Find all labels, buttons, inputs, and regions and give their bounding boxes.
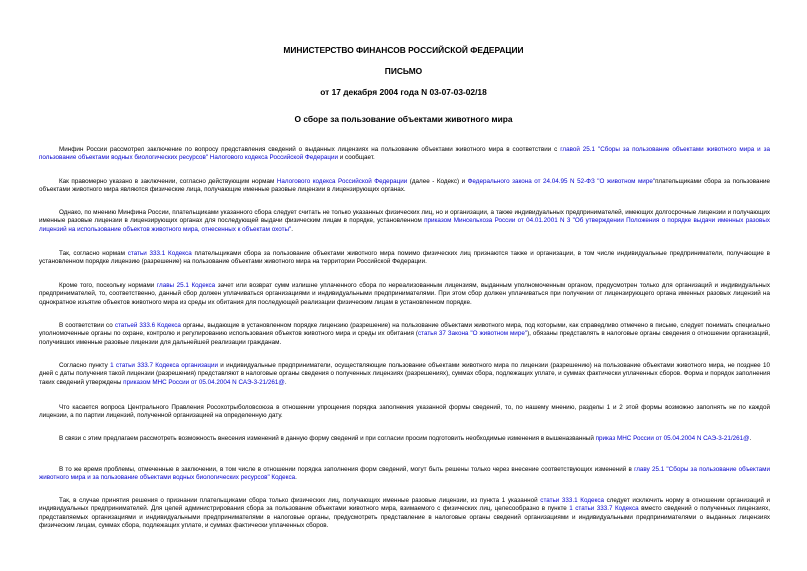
document-type: ПИСЬМО	[384, 66, 423, 76]
paragraph	[39, 322, 770, 347]
law-link[interactable]: приказом Минсельхоза России от 04.01.2001 N 3 "Об утверждении Положения о порядке выдачи именных разовых лицензий на использование объектов животного мира, отнесенных к объектам охоты"	[39, 217, 770, 233]
law-link[interactable]: статьи 333.1 Кодекса	[127, 250, 192, 257]
paragraph-text: Однако, по мнению Минфина России, плательщиками указанного сбора следует считать не только указанных физических лиц, но и организации, а также индивидуальных предпринимателей, имеющих долгосрочные лицензии и получающих именные разовые лицензии в лицензирующих органах для последующей выдачи физическим лицам в порядке, установленном	[39, 209, 770, 225]
paragraph-text: Кроме того, поскольку нормами	[59, 282, 157, 289]
paragraph-text: Что касается вопроса Центрального Правления Росохотрыболовсоюза в отношении упрощения порядка заполнения указанной формы сведений, то, по нашему мнению, разделы 1 и 2 этой формы возможно заполнять не по каждой лицензии, а по партии лицензий, полученной организацией на определенную дату.	[39, 404, 770, 420]
paragraph-text: Так, в случае принятия решения о признании плательщиками сбора только физических лиц, получающих именные разовые лицензии, из пункта 1 указанной	[59, 497, 541, 504]
document-subject: О сборе за пользование объектами животного мира	[294, 114, 513, 124]
law-link[interactable]: статьей 333.6 Кодекса	[114, 322, 181, 329]
paragraph-text: Как правомерно указано в заключении, согласно действующим нормам	[59, 178, 277, 185]
paragraph-text: и сообщает.	[338, 154, 375, 162]
paragraph-text: вместо сведений о полученных лицензиях, представляемых организациями и индивидуальными предпринимателями в налоговые органы, предусмотреть представление в налоговые органы сведений организациями и индивидуальными предпринимателями о выданных лицензиях физическим лицам, суммах сбора, подлежащих уплате, и суммах фактически уплаченных сборов.	[39, 505, 770, 530]
paragraph-text: плательщиками сбора за пользование объектами животного мира помимо физических лиц признаются также и организации, в том числе индивидуальные предприниматели, получающие в установленном порядке лицензию (разрешение) на пользование объектами животного мира на территории Российской Федерации.	[39, 250, 771, 266]
law-link[interactable]: приказ МНС России от 05.04.2004 N САЭ-3-21/261@	[595, 435, 750, 442]
paragraph-text: В соответствии со	[59, 322, 115, 329]
paragraph-text: Согласно пункту	[59, 362, 111, 369]
paragraph-text: .	[295, 474, 297, 482]
document-date-number: от 17 декабря 2004 года N 03-07-03-02/18	[320, 87, 487, 97]
paragraph-text: В то же время проблемы, отмеченные в заключении, в том числе в отношении порядка заполнения форм сведений, могут быть решены только через внесение соответствующих изменений в	[59, 466, 635, 473]
paragraph-text: Так, согласно нормам	[59, 250, 128, 257]
paragraph-text: органы, выдающие в установленном порядке лицензию (разрешение) на пользование объектами животного мира, под которыми, как справедливо отмечено в письме, следует понимать специально уполномоченные органы по охране, контролю и регулированию использования объектов животного мира и среды их обитания (	[39, 322, 771, 338]
paragraph-text: следует исключить норму в отношении организаций и индивидуальных предпринимателей. Для целей администрирования сбора за пользование объектами животного мира, взимаемого с физических лиц, целесообразно в пункте	[39, 497, 771, 513]
law-link[interactable]: приказом МНС России от 05.04.2004 N САЭ-3-21/261@	[123, 378, 285, 386]
law-link[interactable]: статья 37 Закона "О животном мире"	[418, 330, 528, 338]
ministry-heading: МИНИСТЕРСТВО ФИНАНСОВ РОССИЙСКОЙ ФЕДЕРАЦИИ	[283, 45, 524, 55]
paragraph-text: зачет или возврат сумм излишне уплаченного сбора по нереализованным лицензиям, выданным уполномоченным органом, предусмотрен только для организаций и индивидуальных предпринимателей, то, соответственно, данный сбор должен уплачиваться организациями и индивидуальными предпринимателями. При этом сбор должен уплачиваться при получении от лицензирующего органа именных разовых лицензий на однократное изъятие объектов животного мира из среды их обитания для последующей реализации физическим лицам в установленном порядке.	[39, 282, 770, 306]
paragraph-text: .	[291, 225, 293, 233]
paragraph	[39, 282, 770, 307]
law-link[interactable]: 1 статьи 333.7 Кодекса	[569, 505, 639, 513]
law-link[interactable]: Федерального закона от 24.04.95 N 52-ФЗ "О животном мире"	[467, 178, 656, 185]
law-link[interactable]: главу 25.1 "Сборы за пользование объектами животного мира и за пользование объектами водных биологических ресурсов" Кодекса	[39, 466, 771, 482]
law-link[interactable]: статьи 333.1 Кодекса	[540, 497, 604, 504]
paragraph	[39, 497, 770, 531]
paragraph-text: .	[749, 435, 752, 442]
law-link[interactable]: Налогового кодекса Российской Федерации	[276, 178, 408, 185]
paragraph-text: В связи с этим предлагаем рассмотреть возможность внесения изменений в данную форму сведений и при согласии просим подготовить необходимые изменения в вышеназванный	[59, 435, 596, 442]
paragraph-text: Минфин России рассмотрел заключение по вопросу представления сведений о выданных лицензиях на пользование объектами животного мира в соответствии с	[59, 146, 561, 153]
paragraph-text: и индивидуальные предприниматели, осуществляющие пользование объектами животного мира по лицензии (разрешению) на пользование объектами животного мира, не позднее 10 дней с даты получения такой лицензии (разрешения) представляют в налоговые органы сведения о полученных лицензиях (разрешениях), суммах сбора, подлежащих уплате, и суммах фактически уплаченных сборов. Форма и порядок заполнения таких сведений утверждены	[39, 362, 770, 386]
law-link[interactable]: главы 25.1 Кодекса	[156, 282, 216, 289]
paragraph-text: .	[284, 378, 287, 386]
paragraph	[39, 435, 770, 443]
law-link[interactable]: главой 25.1 "Сборы за пользование объектами животного мира и за пользование объектами водных биологических ресурсов" Налогового кодекса Российской Федерации	[39, 146, 770, 162]
paragraph	[39, 466, 770, 483]
paragraph-text: ), обязаны представлять в налоговые органы сведения о отношении организаций, получивших именные разовые лицензии для дальнейшей реализации гражданам.	[39, 330, 770, 346]
paragraph-text: (далее - Кодекс) и	[407, 178, 468, 185]
paragraph	[39, 209, 770, 234]
paragraph	[39, 146, 770, 163]
law-link[interactable]: 1 статьи 333.7 Кодекса организации	[110, 362, 218, 369]
paragraph	[39, 404, 770, 421]
paragraph	[39, 250, 770, 267]
paragraph	[39, 178, 770, 195]
paragraph-text: плательщиками сбора за пользование объектами животного мира являются физические лица, получающие именные разовые лицензии в лицензирующих органах.	[39, 178, 770, 194]
paragraph	[39, 362, 770, 387]
